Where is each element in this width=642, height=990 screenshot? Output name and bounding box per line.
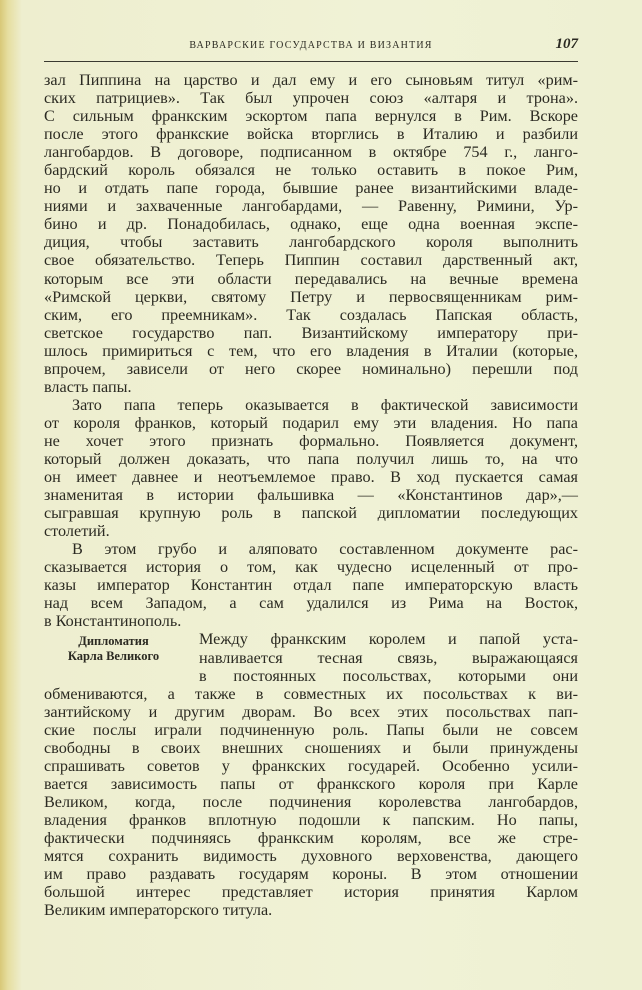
text-line: фактически подчиняясь франкским королям, все же стре-: [44, 828, 578, 847]
text-line: власть папы.: [44, 377, 132, 396]
page-body: [44, 71, 578, 919]
text-line: Между франкским королем и папой уста-: [199, 630, 578, 649]
text-line: ским, его преемникам». Так создалась Папская область,: [44, 305, 578, 324]
text-line: не хочет этого признать формально. Появляется документ,: [44, 431, 578, 450]
text-line: навливается тесная связь, выражающаяся: [199, 648, 578, 667]
text-line: бардский король обязался не только оставить в покое Рим,: [44, 161, 578, 180]
text-line: Зато папа теперь оказывается в фактической зависимости: [72, 395, 578, 414]
text-line: он имеет давнее и неотъемлемое право. В ход пускается самая: [44, 468, 578, 487]
sidenote: [51, 634, 176, 664]
page-number: 107: [555, 36, 578, 52]
text-line: от короля франков, который подарил ему эти владения. Но папа: [44, 413, 578, 432]
text-line: шлось примириться с тем, что его владения в Италии (которые,: [44, 341, 578, 360]
paragraph: [44, 396, 578, 540]
text-line: Великом, когда, после подчинения королевства лангобардов,: [44, 792, 578, 811]
text-line: ниями и захваченные лангобардами, — Равенну, Римини, Ур-: [44, 197, 578, 216]
text-line: который должен доказать, что папа получил лишь то, на что: [44, 449, 578, 468]
text-line: «Римской церкви, святому Петру и первосвященникам рим-: [44, 287, 578, 306]
text-line: В этом грубо и аляповато составленном документе рас-: [72, 540, 578, 559]
sidenote-line: Карла Великого: [67, 648, 160, 663]
text-line: С сильным франкским эскортом папа вернулся в Рим. Вскоре: [44, 107, 578, 126]
text-line: сыгравшая крупную роль в папской дипломатии последующих: [44, 504, 578, 523]
text-line: обмениваются, а также в совместных их посольствах к ви-: [44, 684, 578, 703]
paragraph: [44, 630, 578, 919]
running-title: ВАРВАРСКИЕ ГОСУДАРСТВА И ВИЗАНТИЯ: [189, 40, 433, 51]
text-line: в постоянных посольствах, которыми они: [199, 666, 578, 685]
text-line: большой интерес представляет история принятия Карлом: [44, 883, 578, 902]
header-rule: [44, 61, 578, 62]
text-line: над всем Западом, а сам удалился из Рима на Восток,: [44, 594, 578, 613]
text-line: но и отдать папе города, бывшие ранее византийскими владе-: [44, 179, 578, 198]
text-line: свободны в своих внешних сношениях и были принуждены: [44, 738, 578, 757]
text-line: вается зависимость папы от франкского короля при Карле: [44, 774, 578, 793]
text-line: в Константинополь.: [44, 612, 182, 631]
sidenote-line: Дипломатия: [78, 633, 149, 648]
text-line: светское государство пап. Византийскому императору при-: [44, 323, 578, 342]
text-line: Великим императорского титула.: [44, 901, 273, 920]
text-line: которым все эти области передавались на вечные времена: [44, 269, 578, 288]
text-line: ских патрициев». Так был упрочен союз «алтаря и трона».: [44, 89, 578, 108]
text-line: зантийскому и другим дворам. Во всех этих посольствах пап-: [44, 702, 578, 721]
text-line: бино и др. Понадобилась, однако, еще одна военная экспе-: [44, 215, 578, 234]
text-line: спрашивать советов у франкских государей. Особенно усили-: [44, 756, 578, 775]
text-line: впрочем, зависели от него скорее номинально) перешли под: [44, 359, 578, 378]
text-line: диция, чтобы заставить лангобардского короля выполнить: [44, 233, 578, 252]
text-line: казы император Константин отдал папе императорскую власть: [44, 576, 578, 595]
text-line: столетий.: [44, 522, 110, 541]
paragraph: [44, 71, 578, 396]
text-line: после этого франкские войска вторглись в Италию и разбили: [44, 125, 578, 144]
text-line: ские послы играли подчиненную роль. Папы были не совсем: [44, 720, 578, 739]
text-line: свое обязательство. Теперь Пиппин составил дарственный акт,: [44, 251, 578, 270]
text-line: сказывается история о том, как чудесно исцеленный от про-: [44, 558, 578, 577]
text-line: им право раздавать государям короны. В этом отношении: [44, 865, 578, 884]
paragraph: [44, 540, 578, 630]
text-line: зал Пиппина на царство и дал ему и его сыновьям титул «рим-: [44, 71, 578, 89]
text-line: владения франков вплотную подошли к папским. Но папы,: [44, 810, 578, 829]
page-header: [44, 36, 578, 56]
text-line: лангобардов. В договоре, подписанном в октябре 754 г., лангo-: [44, 143, 578, 162]
text-line: знаменитая в истории фальшивка — «Константинов дар»,—: [44, 486, 578, 505]
text-line: мятся сохранить видимость духовного верховенства, дающего: [44, 847, 578, 866]
